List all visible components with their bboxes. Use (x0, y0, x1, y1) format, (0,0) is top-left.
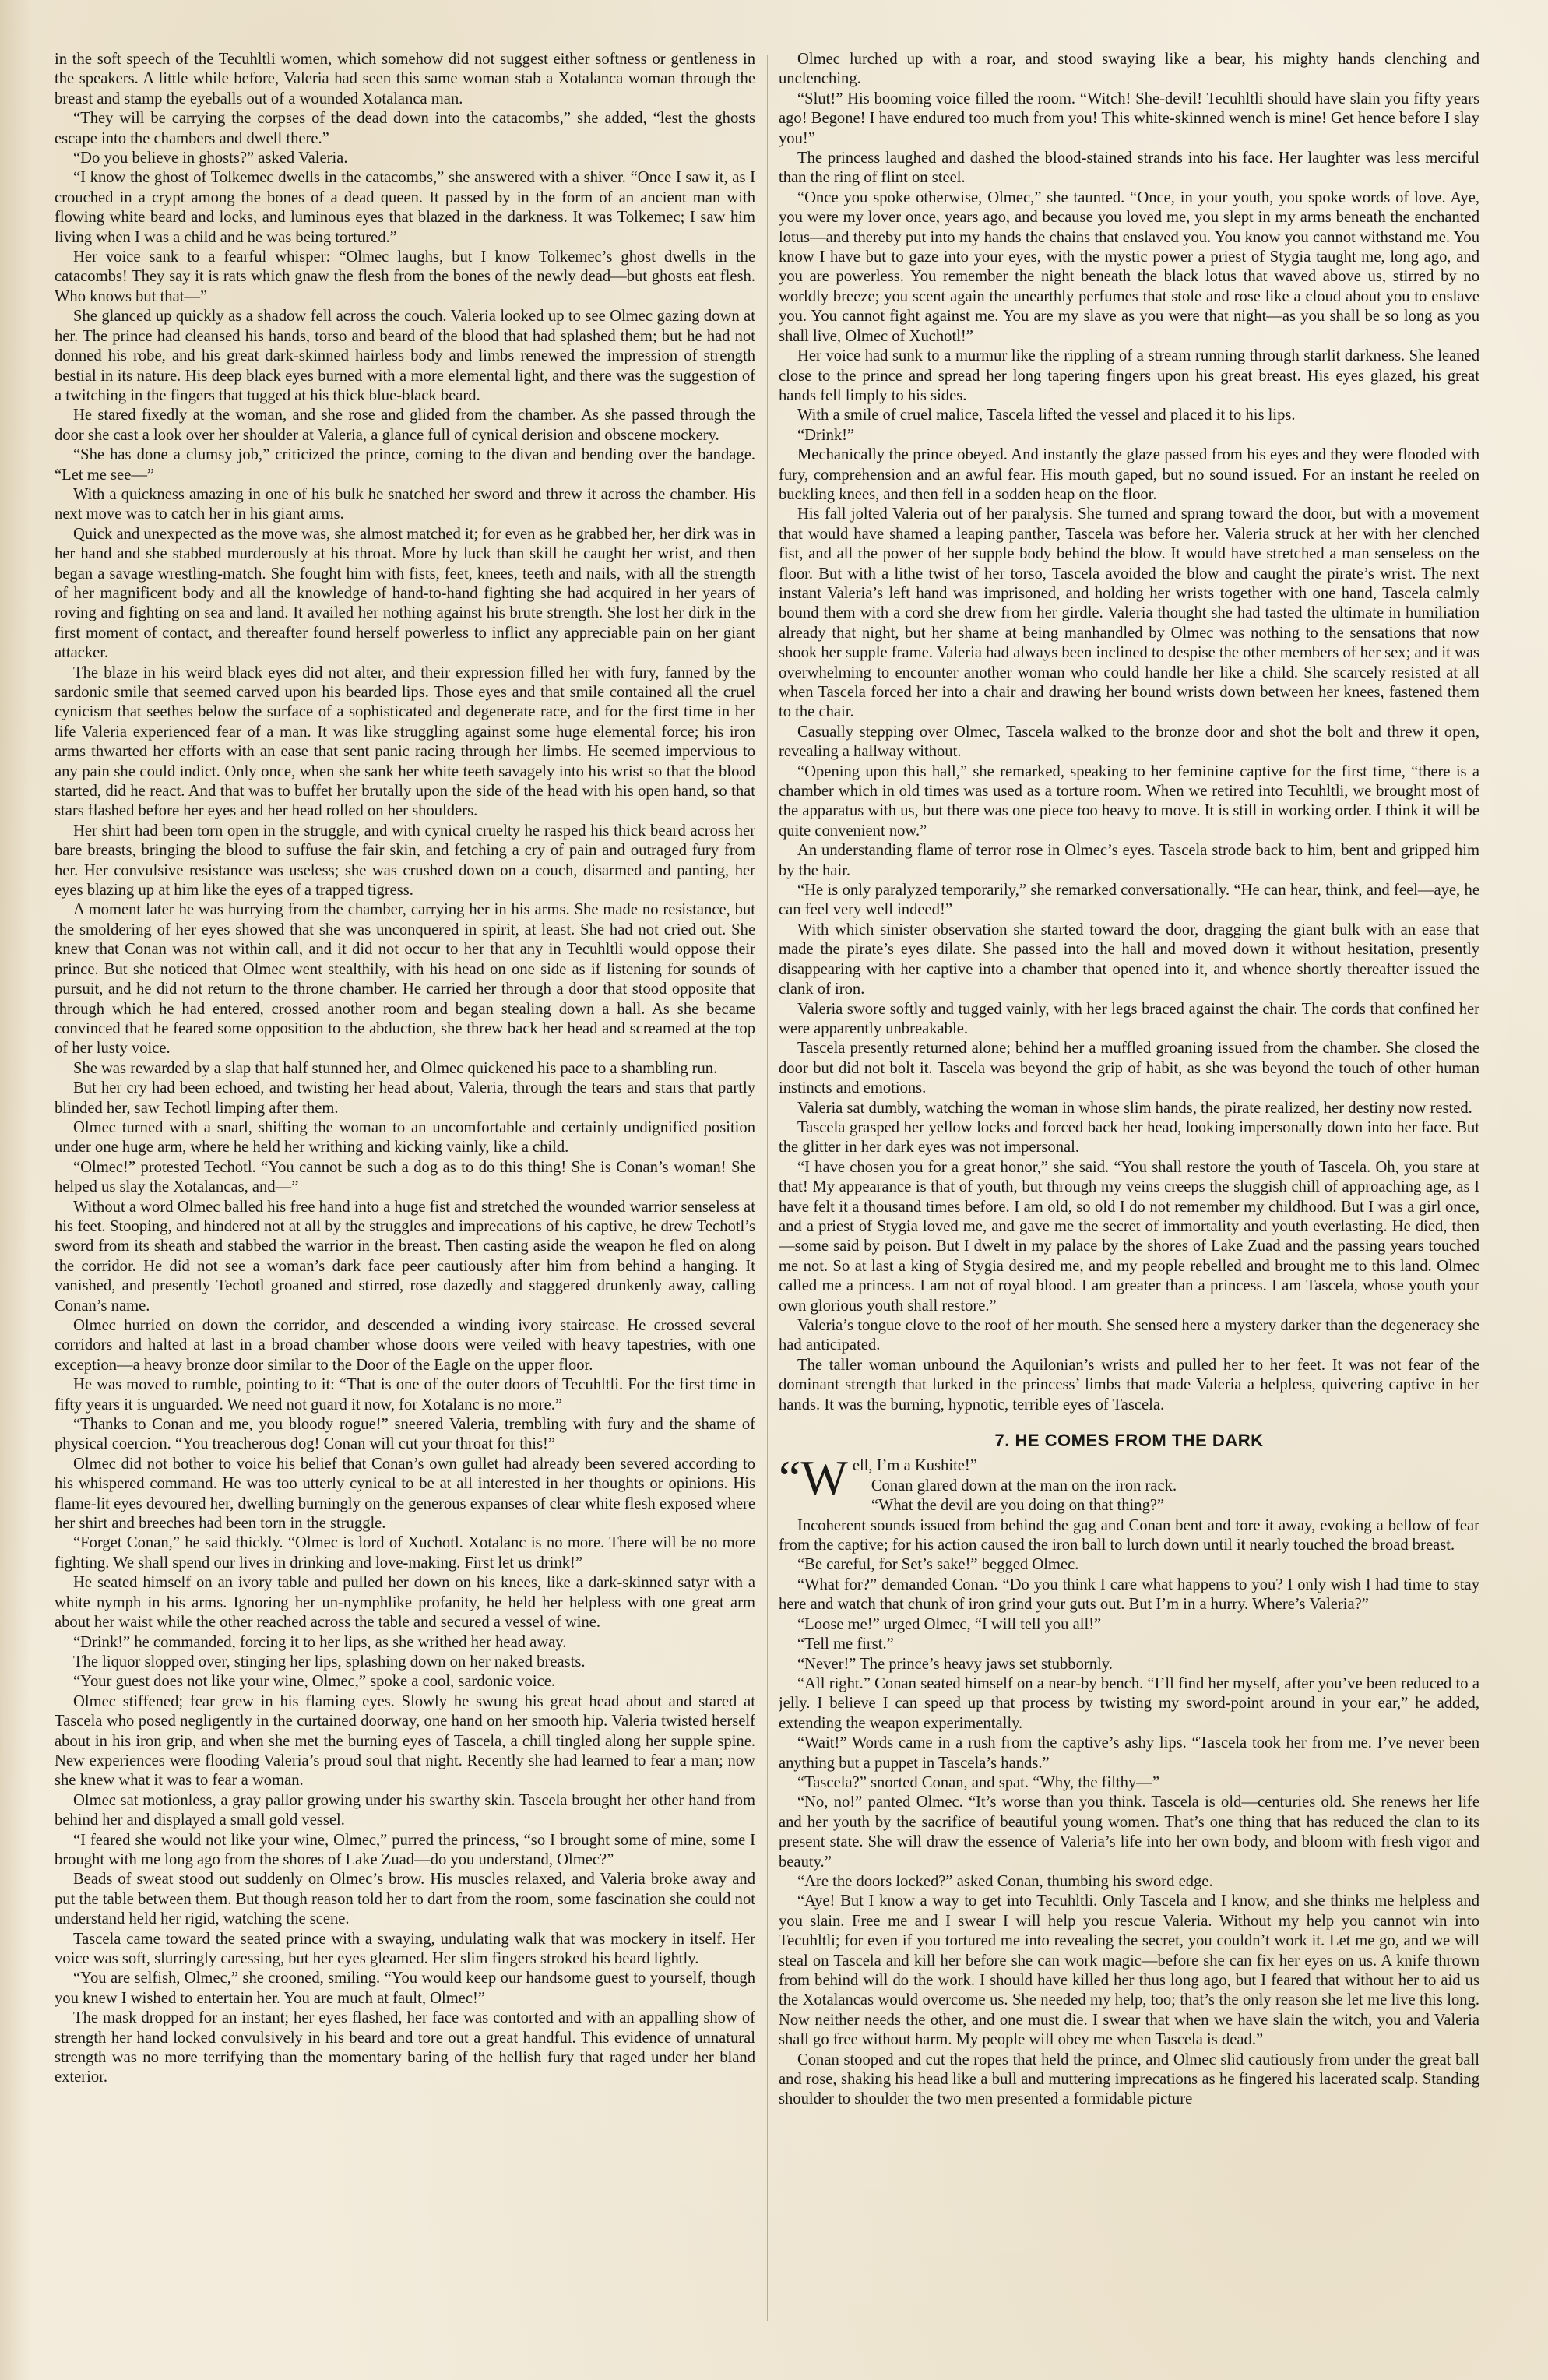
paragraph: With a quickness amazing in one of his bulk he snatched her sword and threw it across the chamber. His next move was to catch her in his giant arms. (55, 485, 755, 523)
page-edge-shading (0, 0, 31, 2380)
paragraph: Olmec turned with a snarl, shifting the woman to an uncomfortable and certainly undignified position under one huge arm, where he held her writhing and kicking vainly, like a child. (55, 1118, 755, 1157)
paragraph: “Never!” The prince’s heavy jaws set stubbornly. (797, 1655, 1113, 1673)
paragraph: “They will be carrying the corpses of the dead down into the catacombs,” she added, “lest the ghosts escape into the chambers and dwell there.” (55, 110, 755, 147)
paragraph: Tascela grasped her yellow locks and forced back her head, looking impersonally down into her face. But the glitter in her dark eyes was not impersonal. (779, 1118, 1479, 1157)
paragraph: “She has done a clumsy job,” criticized the prince, coming to the divan and bending over the bandage. “Let me see—” (55, 446, 755, 484)
paragraph: The taller woman unbound the Aquilonian’s wrists and pulled her to her feet. It was not fear of the dominant strength that lurked in the princess’ limbs that made Valeria a helpless, quivering captive in her hands. It was the burning, hypnotic, terrible eyes of Tascela. (779, 1356, 1479, 1414)
paragraph: Mechanically the prince obeyed. And instantly the glaze passed from his eyes and they were flooded with fury, comprehension and an awful fear. His mouth gaped, but no sound issued. For an instant he reeled on buckling knees, and then fell in a sodden heap on the floor. (779, 446, 1479, 503)
paragraph: The princess laughed and dashed the blood-stained strands into his face. Her laughter was less merciful than the ring of flint on steel. (779, 150, 1479, 187)
paragraph: “Loose me!” urged Olmec, “I will tell you all!” (797, 1615, 1102, 1633)
paragraph: “Do you believe in ghosts?” asked Valeria. (73, 150, 348, 167)
paragraph: An understanding flame of terror rose in Olmec’s eyes. Tascela strode back to him, bent and gripped him by the hair. (779, 842, 1479, 879)
paragraph: With which sinister observation she started toward the door, dragging the giant bulk with an ease that made the pirate’s eyes dilate. She passed into the hall and moved down it without hesitation, presently disappearing with her captive into a chamber that opened into it, and whence shortly thereafter issued the clank of iron. (779, 921, 1479, 998)
paragraph: He was moved to rumble, pointing to it: “That is one of the outer doors of Tecuhltli. For the first time in fifty years it is unguarded. We need not guard it now, for Xotalanc is no more.” (55, 1376, 755, 1414)
paragraph: “Slut!” His booming voice filled the room. “Witch! She-devil! Tecuhltli should have slain you fifty years ago! Begone! I have endured too much from you! This white-skinned wench is mine! Get hence before I slay you!” (779, 90, 1479, 147)
paragraph: Her voice sank to a fearful whisper: “Olmec laughs, but I know Tolkemec’s ghost dwells in the catacombs! They say it is rats which gnaw the flesh from the bones of the newly dead—but ghosts eat flesh. Who knows but that—” (55, 248, 755, 305)
paragraph: “Aye! But I know a way to get into Tecuhltli. Only Tascela and I know, and she thinks me helpless and you slain. Free me and I swear I will help you rescue Valeria. Without my help you cannot win into Tecuhltli; for even if you tortured me into revealing the secret, you couldn’t work it. Let me go, and we will steal on Tascela and kill her before she can work magic—before she can fix her eyes on us. A knife thrown from behind will do the work. I should have killed her thus long ago, but I feared that without her to aid us the Xotalancas would overcome us. She needed my help, too; that’s the only reason she let me live this long. Now neither needs the other, and one must die. I swear that when we have slain the witch, you and Valeria shall go free without harm. My people will obey me when Tascela is dead.” (779, 1892, 1479, 2049)
paragraph: Casually stepping over Olmec, Tascela walked to the bronze door and shot the bolt and threw it open, revealing a hallway without. (779, 723, 1479, 761)
left-column (55, 50, 755, 2330)
paragraph: Conan stooped and cut the ropes that held the prince, and Olmec slid cautiously from under the great ball and rose, shaking his head like a bull and muttering imprecations as he fingered his lacerated scalp. Standing shoulder to shoulder the two men presented a formidable picture (779, 2051, 1479, 2108)
paragraph: Olmec did not bother to voice his belief that Conan’s own gullet had already been severed according to his whispered command. He was too utterly cynical to be at all interested in her thoughts or opinions. His flame-lit eyes devoured her, dwelling burningly on the generous expanses of clear white flesh exposed where her shirt and breeches had been torn in the struggle. (55, 1455, 755, 1533)
paragraph: Tascela came toward the seated prince with a swaying, undulating walk that was mockery in itself. Her voice was soft, slurringly caressing, but her eyes gleamed. Her slim fingers stroked his beard lightly. (55, 1930, 755, 1967)
paragraph: Her shirt had been torn open in the struggle, and with cynical cruelty he rasped his thick beard across her bare breasts, bringing the blood to suffuse the fair skin, and fetching a cry of pain and outraged fury from her. Her convulsive resistance was useless; she was crushed down on a couch, disarmed and panting, her eyes blazing up at him like the eyes of a trapped tigress. (55, 822, 755, 900)
paragraph: A moment later he was hurrying from the chamber, carrying her in his arms. She made no resistance, but the smoldering of her eyes showed that she was unconquered in spirit, at least. She had not cried out. She knew that Conan was not within call, and it did not occur to her that any in Tecuhltli would oppose their prince. But she noticed that Olmec went stealthily, with his head on one side as if listening for sounds of pursuit, and he did not return to the throne chamber. He carried her through a door that stood opposite that through which he had entered, crossed another room and began stealing down a hall. As she became convinced that he feared some opposition to the abduction, she threw back her head and screamed at the top of her lusty voice. (55, 901, 755, 1058)
paragraph: “Drink!” (797, 426, 855, 444)
paragraph: “Drink!” he commanded, forcing it to her lips, as she writhed her head away. (73, 1633, 567, 1651)
paragraph: He stared fixedly at the woman, and she rose and glided from the chamber. As she passed through the door she cast a look over her shoulder at Valeria, a glance full of cynical derision and obscene mockery. (55, 407, 755, 444)
paragraph: Valeria sat dumbly, watching the woman in whose slim hands, the pirate realized, her destiny now rested. (797, 1099, 1472, 1117)
chapter-heading: 7. HE COMES FROM THE DARK (994, 1431, 1264, 1451)
opening-line: ell, I’m a Kushite!” (852, 1457, 977, 1475)
paragraph: Olmec stiffened; fear grew in his flaming eyes. Slowly he swung his great head about and stared at Tascela who posed negligently in the curtained doorway, one hand on her smooth hip. Valeria twisted herself about in his iron grip, and when she met the burning eyes of Tascela, a chill tingled along her supple spine. New experiences were flooding Valeria’s proud soul that night. Recently she had learned to fear a man; now she knew what it was to fear a woman. (55, 1692, 755, 1790)
paragraph: “You are selfish, Olmec,” she crooned, smiling. “You would keep our handsome guest to yourself, though you knew I wished to entertain her. You are much at fault, Olmec!” (55, 1970, 755, 2007)
paragraph: Beads of sweat stood out suddenly on Olmec’s brow. His muscles relaxed, and Valeria broke away and put the table between them. But though reason told her to dart from the room, some fascination she could not understand held her rigid, watching the scene. (55, 1871, 755, 1928)
paragraph: “No, no!” panted Olmec. “It’s worse than you think. Tascela is old—centuries old. She renews her life and her youth by the sacrifice of beautiful young women. That’s one thing that has reduced the clan to its present state. She will draw the essence of Valeria’s life into her own body, and bloom with fresh vigor and beauty.” (779, 1794, 1479, 1871)
paragraph: The mask dropped for an instant; her eyes flashed, her face was contorted and with an appalling show of strength her hand locked convulsively in his beard and tore out a great handful. This evidence of unnatural strength was no more terrifying than the momentary baring of the hellish fury that raged under her bland exterior. (55, 2009, 755, 2086)
paragraph: She glanced up quickly as a shadow fell across the couch. Valeria looked up to see Olmec gazing down at her. The prince had cleansed his hands, torso and beard of the blood that had splashed them; but he had not donned his robe, and his great dark-skinned hairless body and limbs renewed the impression of strength bestial in its nature. His deep black eyes burned with a more elemental light, and there was the suggestion of a twitching in the fingers that tugged at his thick blue-black beard. (55, 308, 755, 404)
drop-cap: “W (779, 1450, 848, 1506)
paragraph: “Are the doors locked?” asked Conan, thumbing his sword edge. (797, 1872, 1213, 1890)
paragraph: “Thanks to Conan and me, you bloody rogue!” sneered Valeria, trembling with fury and the shame of physical coercion. “You treacherous dog! Conan will cut your throat for this!” (55, 1416, 755, 1453)
paragraph: “Be careful, for Set’s sake!” begged Olmec. (797, 1556, 1079, 1574)
paragraph: “He is only paralyzed temporarily,” she remarked conversationally. “He can hear, think, and feel—aye, he can feel very well indeed!” (779, 882, 1479, 919)
paragraph: “What the devil are you doing on that thing?” (871, 1497, 1165, 1515)
paragraph: “I know the ghost of Tolkemec dwells in the catacombs,” she answered with a shiver. “Once I saw it, as I crouched in a crypt among the bones of a dead queen. It passed by in the form of an ancient man with flowing white beard and locks, and luminous eyes that blazed in the darkness. It was Tolkemec; I saw him living when I was a child and he was being tortured.” (55, 169, 755, 246)
paragraph: But her cry had been echoed, and twisting her head about, Valeria, through the tears and stars that partly blinded her, saw Techotl limping after them. (55, 1079, 755, 1117)
paragraph: The blaze in his weird black eyes did not alter, and their expression filled her with fury, fanned by the sardonic smile that seemed carved upon his bearded lips. Those eyes and that smile contained all the cruel cynicism that seethes below the surface of a sophisticated and degenerate race, and for the first time in her life Valeria experienced fear of a man. It was like struggling against some huge elemental force; his iron arms thwarted her efforts with an ease that sent panic racing through her limbs. He seemed impervious to any pain she could indict. Only once, when she sank her white teeth savagely into his wrist so that the blood started, did he react. And that was to buffet her brutally upon the side of the head with his open hand, so that stars flashed before her eyes and her head rolled on her shoulders. (55, 664, 755, 820)
paragraph: in the soft speech of the Tecuhltli women, which somehow did not suggest either softness or gentleness in the speakers. A little while before, Valeria had seen this same woman stab a Xotalanca woman through the breast and stamp the eyeballs out of a wounded Xotalanca man. (55, 51, 755, 107)
paragraph: “Opening upon this hall,” she remarked, speaking to her feminine captive for the first time, “there is a chamber which in old times was used as a torture room. When we retired into Tecuhltli, we brought most of the apparatus with us, but there was one piece too heavy to move. It is still in working order. I think it will be quite convenient now.” (779, 762, 1479, 840)
column-divider (767, 55, 768, 2321)
paragraph: “Tascela?” snorted Conan, and spat. “Why, the filthy—” (797, 1773, 1159, 1791)
paragraph: Valeria swore softly and tugged vainly, with her legs braced against the chair. The cords that confined her were apparently unbreakable. (779, 1000, 1479, 1037)
paragraph: Quick and unexpected as the move was, she almost matched it; for even as he grabbed her, her dirk was in her hand and she stabbed murderously at his throat. More by luck than skill he caught her wrist, and then began a savage wrestling-match. She fought him with fists, feet, knees, teeth and nails, with all the strength of her magnificent body and all the knowledge of hand-to-hand fighting she had acquired in her years of roving and fighting on sea and land. It availed her nothing against his brute strength. She lost her dirk in the first moment of contact, and thereafter found herself powerless to inflict any appreciable pain on her giant attacker. (55, 525, 755, 662)
paragraph: She was rewarded by a slap that half stunned her, and Olmec quickened his pace to a shambling run. (73, 1059, 718, 1077)
paragraph: “Tell me first.” (797, 1635, 894, 1653)
paragraph: “Forget Conan,” he said thickly. “Olmec is lord of Xuchotl. Xotalanc is no more. There will be no more fighting. We shall spend our lives in drinking and love-making. First let us drink!” (55, 1534, 755, 1572)
paragraph: “What for?” demanded Conan. “Do you think I care what happens to you? I only wish I had time to stay here and watch that chunk of iron grind your guts out. But I’m in a hurry. Where’s Valeria?” (779, 1576, 1479, 1614)
paragraph: Incoherent sounds issued from behind the gag and Conan bent and tore it away, evoking a bellow of fear from the captive; for his action caused the iron ball to lurch down until it nearly touched the broad breast. (779, 1516, 1479, 1554)
paragraph: “All right.” Conan seated himself on a near-by bench. “I’ll find her myself, after you’ve been reduced to a jelly. I believe I can speed up that process by twisting my sword-point around in your ear,” he added, extending the weapon experimentally. (779, 1674, 1479, 1732)
paragraph: Olmec sat motionless, a gray pallor growing under his swarthy skin. Tascela brought her other hand from behind her and displayed a small gold vessel. (55, 1791, 755, 1829)
paragraph: “Your guest does not like your wine, Olmec,” spoke a cool, sardonic voice. (73, 1673, 556, 1691)
paragraph: “I have chosen you for a great honor,” she said. “You shall restore the youth of Tascela. Oh, you stare at that! My appearance is that of youth, but through my veins creeps the sluggish chill of approaching age, as I have felt it a thousand times before. I am old, so old I do not remember my childhood. But I was a girl once, and a priest of Stygia loved me, and gave me the secret of immortality and youth everlasting. He died, then—some said by poison. But I dwelt in my palace by the shores of Lake Zuad and the passing years touched me not. So at last a king of Stygia desired me, and my people rebelled and brought me to this land. Olmec called me a princess. I am not of royal blood. I am greater than a princess. I am Tascela, whose youth your own glorious youth shall restore.” (779, 1158, 1479, 1315)
paragraph: Olmec hurried on down the corridor, and descended a winding ivory staircase. He crossed several corridors and halted at last in a broad chamber whose doors were veiled with heavy tapestries, with one exception—a heavy bronze door similar to the Door of the Eagle on the upper floor. (55, 1317, 755, 1374)
paragraph: His fall jolted Valeria out of her paralysis. She turned and sprang toward the door, but with a movement that would have shamed a leaping panther, Tascela was before her. Valeria struck at her with her clenched fist, and all the power of her supple body behind the blow. It would have stretched a man senseless on the floor. But with a lithe twist of her torso, Tascela avoided the blow and caught the pirate’s wrist. The next instant Valeria’s left hand was imprisoned, and holding her wrists together with one hand, Tascela calmly bound them with a cord she drew from her girdle. Valeria thought she had tasted the ultimate in humiliation already that night, but her shame at being manhandled by Olmec was nothing to the sensations that now shook her supple frame. Valeria had always been inclined to despise the other members of her sex; and it was overwhelming to encounter another woman who could handle her like a child. She scarcely resisted at all when Tascela forced her into a chair and drawing her bound wrists down between her knees, fastened them to the chair. (779, 505, 1479, 721)
paragraph: “Olmec!” protested Techotl. “You cannot be such a dog as to do this thing! She is Conan’s woman! She helped us slay the Xotalancas, and—” (55, 1158, 755, 1196)
paragraph: The liquor slopped over, stinging her lips, splashing down on her naked breasts. (73, 1653, 586, 1671)
paragraph: “Once you spoke otherwise, Olmec,” she taunted. “Once, in your youth, you spoke words of love. Aye, you were my lover once, years ago, and because you loved me, you slept in my arms beneath the enchanted lotus—and thereby put into my hands the chains that enslaved you. You know you cannot withstand me. You know I have but to gaze into your eyes, with the mystic power a priest of Stygia taught me, long ago, and you are powerless. You remember the night beneath the black lotus that waved above us, stirred by no worldly breeze; you scent again the unearthly perfumes that stole and rose like a cloud about you to enslave you. You cannot fight against me. You are my slave as you were that night—as you shall be so long as you shall live, Olmec of Xuchotl!” (779, 188, 1479, 345)
paragraph: “Wait!” Words came in a rush from the captive’s ashy lips. “Tascela took her from me. I’ve never been anything but a puppet in Tascela’s hands.” (779, 1734, 1479, 1772)
paragraph: He seated himself on an ivory table and pulled her down on his knees, like a dark-skinned satyr with a white nymph in his arms. Ignoring her un-nymphlike profanity, he held her helpless with one great arm about her waist while the other reached across the table and secured a vessel of wine. (55, 1574, 755, 1632)
paragraph: Olmec lurched up with a roar, and stood swaying like a bear, his mighty hands clenching and unclenching. (779, 51, 1479, 88)
paragraph: Conan glared down at the man on the iron rack. (871, 1477, 1177, 1495)
paragraph: With a smile of cruel malice, Tascela lifted the vessel and placed it to his lips. (797, 407, 1296, 424)
paragraph: Her voice had sunk to a murmur like the rippling of a stream running through starlit darkness. She leaned close to the prince and spread her long tapering fingers upon his great breast. His eyes glazed, his great hands fell limply to his sides. (779, 347, 1479, 404)
paragraph: Without a word Olmec balled his free hand into a huge fist and stretched the wounded warrior senseless at his feet. Stooping, and hindered not at all by the struggles and imprecations of his captive, he drew Techotl’s sword from its sheath and stabbed the warrior in the breast. Then casting aside the weapon he fled on along the corridor. He did not see a woman’s dark face peer cautiously after him from behind a hanging. It vanished, and presently Techotl groaned and stirred, rose dazedly and staggered drunkenly away, calling Conan’s name. (55, 1198, 755, 1315)
paragraph: Valeria’s tongue clove to the roof of her mouth. She sensed here a mystery darker than the degeneracy she had anticipated. (779, 1317, 1479, 1354)
right-column (779, 50, 1479, 2330)
paragraph: Tascela presently returned alone; behind her a muffled groaning issued from the chamber. She closed the door but did not bolt it. Tascela was beyond the grip of habit, as she was beyond the touch of other human instincts and emotions. (779, 1040, 1479, 1097)
paragraph: “I feared she would not like your wine, Olmec,” purred the princess, “so I brought some of mine, some I brought with me long ago from the shores of Lake Zuad—do you understand, Olmec?” (55, 1831, 755, 1868)
